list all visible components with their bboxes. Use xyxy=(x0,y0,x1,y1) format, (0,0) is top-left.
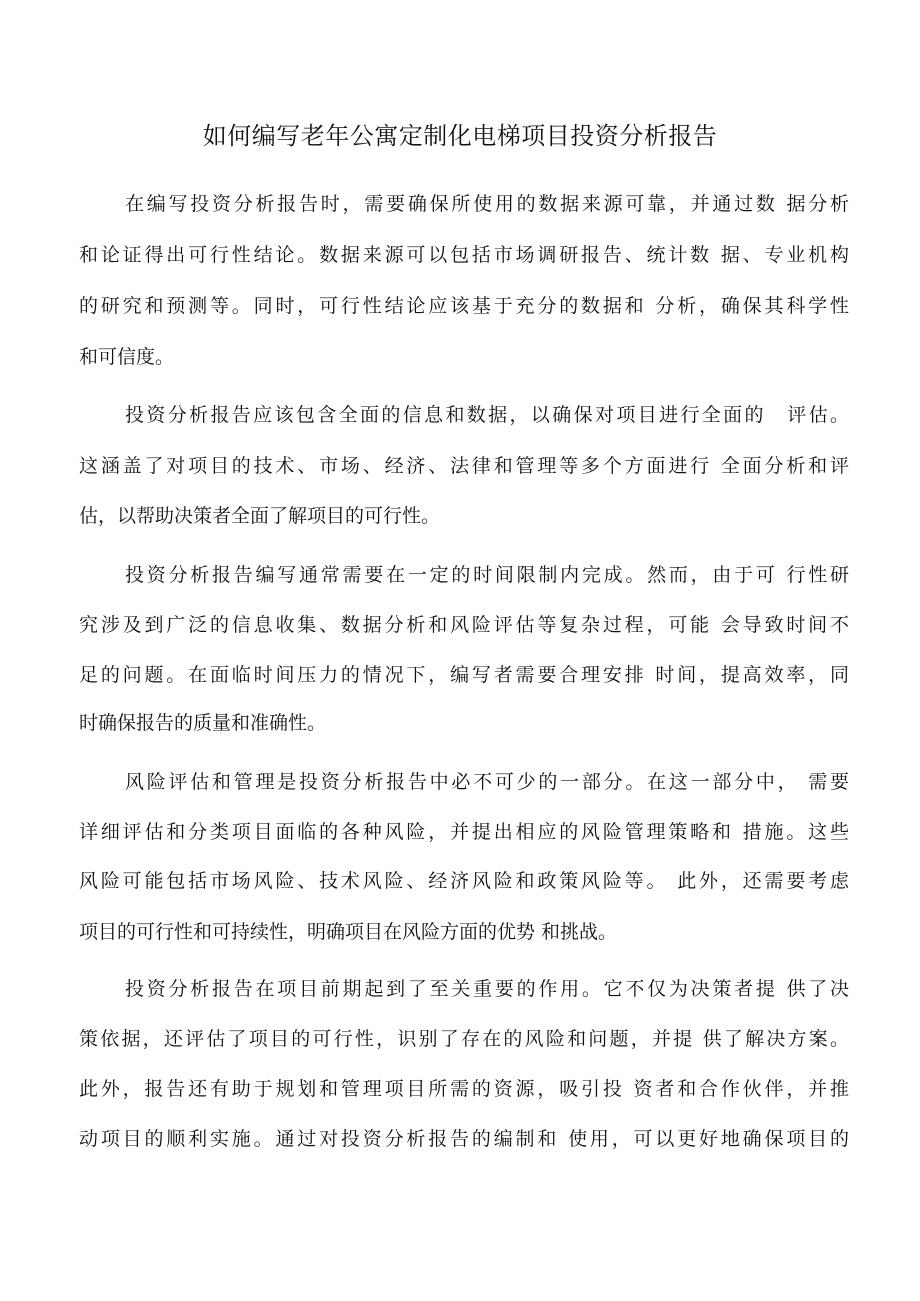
paragraph-2-line-1: 投资分析报告应该包含全面的信息和数据，以确保对项目进行全面的 评估。 xyxy=(125,404,849,426)
paragraph-4-line-3: 风险可能包括市场风险、技术风险、经济风险和政策风险等。 此外，还需要考虑 xyxy=(79,870,849,892)
paragraph-5-line-2: 策依据，还评估了项目的可行性，识别了存在的风险和问题，并提 供了解决方案。 xyxy=(79,1028,849,1050)
paragraph-2-line-2: 这涵盖了对项目的技术、市场、经济、法律和管理等多个方面进行 全面分析和评 xyxy=(79,455,849,477)
document-title: 如何编写老年公寓定制化电梯项目投资分析报告 xyxy=(202,122,718,150)
paragraph-3-line-2: 究涉及到广泛的信息收集、数据分析和风险评估等复杂过程，可能 会导致时间不 xyxy=(79,614,849,636)
paragraph-3-line-3: 足的问题。在面临时间压力的情况下，编写者需要合理安排 时间，提高效率，同 xyxy=(79,664,849,686)
paragraph-5-line-1: 投资分析报告在项目前期起到了至关重要的作用。它不仅为决策者提 供了决 xyxy=(125,978,849,1000)
paragraph-3-line-4: 时确保报告的质量和准确性。 xyxy=(79,712,327,734)
paragraph-3-line-1: 投资分析报告编写通常需要在一定的时间限制内完成。然而，由于可 行性研 xyxy=(125,564,849,586)
paragraph-1-line-2: 和论证得出可行性结论。数据来源可以包括市场调研报告、统计数 据、专业机构 xyxy=(79,244,849,266)
paragraph-4-line-1: 风险评估和管理是投资分析报告中必不可少的一部分。在这一部分中， 需要 xyxy=(125,771,849,793)
paragraph-4-line-4: 项目的可行性和可持续性，明确项目在风险方面的优势 和挑战。 xyxy=(79,921,618,943)
paragraph-5-line-3: 此外，报告还有助于规划和管理项目所需的资源，吸引投 资者和合作伙伴，并推 xyxy=(79,1078,849,1100)
paragraph-2-line-3: 估，以帮助决策者全面了解项目的可行性。 xyxy=(79,505,441,527)
paragraph-5-line-4: 动项目的顺利实施。通过对投资分析报告的编制和 使用，可以更好地确保项目的 xyxy=(79,1128,849,1150)
paragraph-4-line-2: 详细评估和分类项目面临的各种风险，并提出相应的风险管理策略和 措施。这些 xyxy=(79,821,849,843)
paragraph-1-line-4: 和可信度。 xyxy=(79,346,175,368)
paragraph-1-line-3: 的研究和预测等。同时，可行性结论应该基于充分的数据和 分析，确保其科学性 xyxy=(79,295,849,317)
paragraph-1-line-1: 在编写投资分析报告时，需要确保所使用的数据来源可靠，并通过数 据分析 xyxy=(125,193,849,215)
